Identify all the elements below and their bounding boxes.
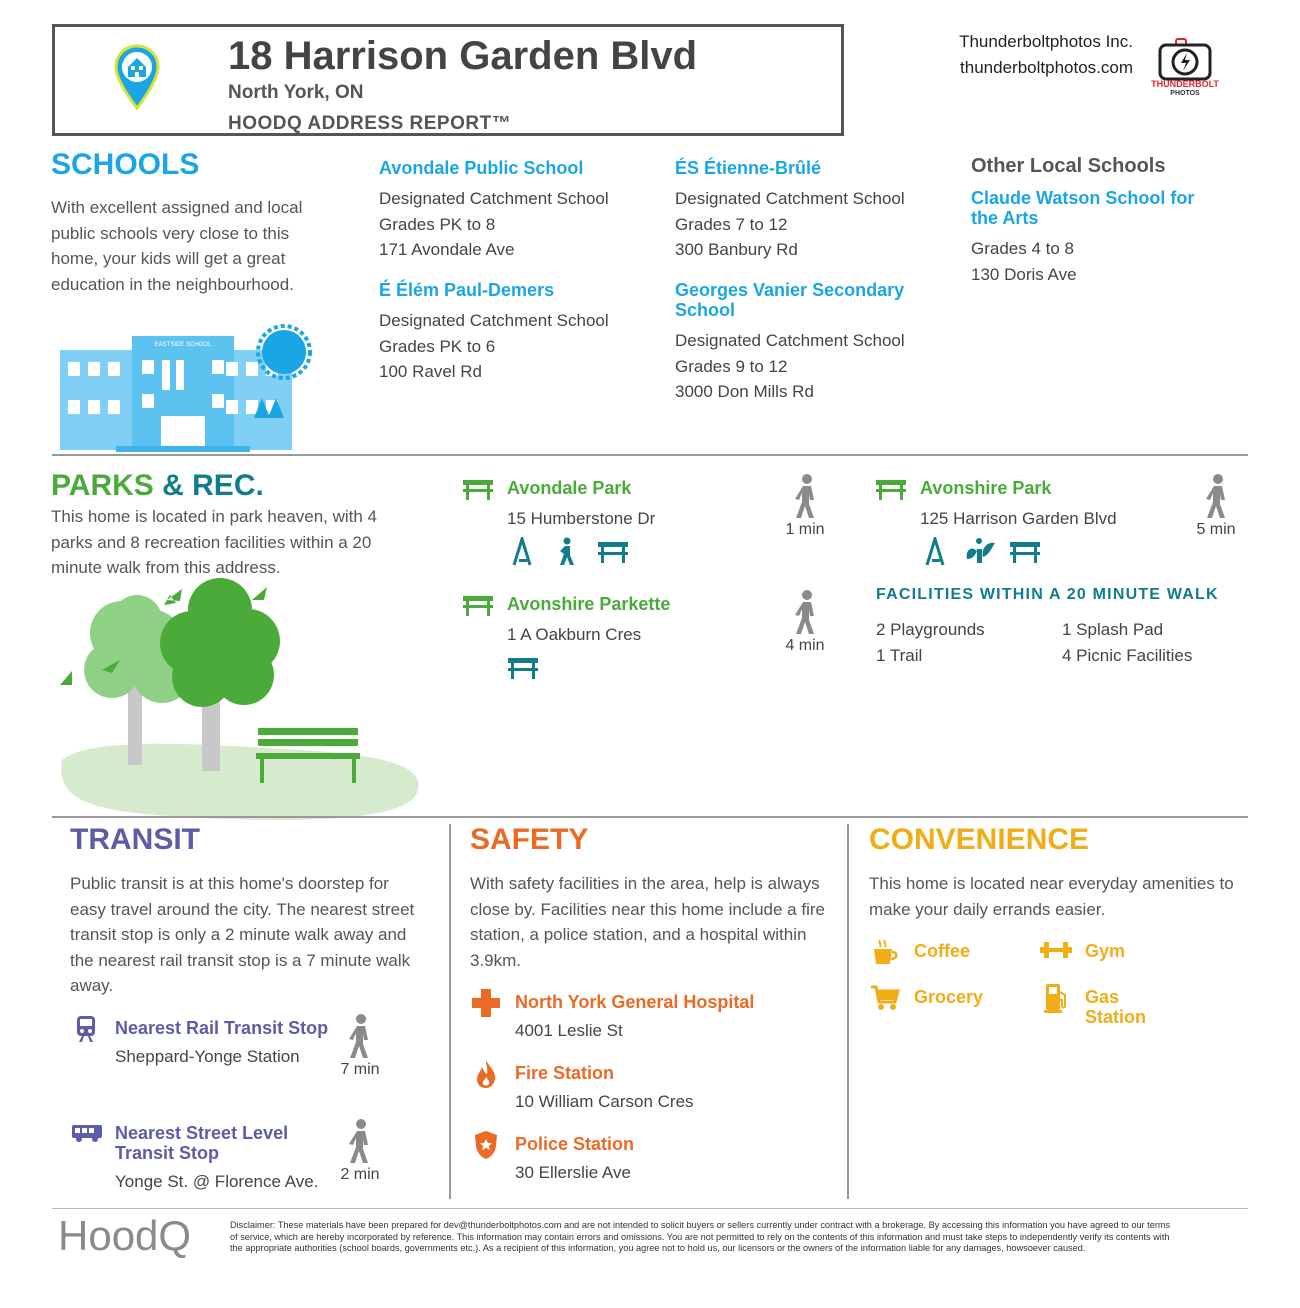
swing-icon xyxy=(923,537,947,567)
facility-item: 1 Trail xyxy=(876,646,923,665)
school-name[interactable]: Georges Vanier Secondary School xyxy=(675,280,905,320)
safety-item[interactable] xyxy=(515,1063,835,1115)
home-pin-icon xyxy=(114,44,160,110)
walking-person-icon xyxy=(346,1119,374,1165)
divider xyxy=(52,1208,1248,1209)
street-station: Yonge St. @ Florence Ave. xyxy=(115,1172,319,1191)
divider-vertical xyxy=(847,824,849,1199)
fire-icon xyxy=(475,1059,497,1089)
street-transit-card[interactable] xyxy=(115,1123,345,1195)
school-name[interactable]: É Élém Paul-Demers xyxy=(379,280,555,300)
school-address: 171 Avondale Ave xyxy=(379,240,515,259)
school-grades: Grades 4 to 8 xyxy=(971,239,1075,258)
building-sign: EASTSIDE SCHOOL xyxy=(154,342,212,348)
facility-item: 1 Splash Pad xyxy=(1062,620,1164,639)
picnic-table-icon xyxy=(598,540,628,564)
trail-icon xyxy=(556,537,576,567)
rail-transit-label: Nearest Rail Transit Stop xyxy=(115,1018,329,1038)
facility-item: 2 Playgrounds xyxy=(876,620,985,639)
other-schools xyxy=(971,155,1241,287)
park-name[interactable]: Avonshire Parkette xyxy=(507,594,671,614)
disclaimer: Disclaimer: These materials have been prepared for dev@thunderboltphotos.com and are not intended to solicit buyers or sellers currently under contract with a brokerage. By accessing this information you have agreed to our terms of service, which are hereby incorporated by reference. This information may contain errors and omissions. You are not permitted to rely on the contents of this information and must take steps to independently verify its contents with the appropriate authorities (school boards, governments etc.). As a recipient of this information, you agree not to hold us, our licensors or the owners of the information liable for any damages, howsoever caused. xyxy=(230,1220,1171,1253)
park-card[interactable] xyxy=(507,594,777,645)
park-name[interactable]: Avonshire Park xyxy=(920,478,1052,498)
school-card[interactable] xyxy=(675,280,945,405)
picnic-table-icon xyxy=(1010,540,1040,564)
rail-transit-card[interactable] xyxy=(115,1018,335,1070)
hoodq-logo[interactable]: HoodQ xyxy=(58,1212,192,1259)
safety-name[interactable]: Fire Station xyxy=(515,1063,615,1083)
school-grades: Grades 9 to 12 xyxy=(675,356,788,376)
hospital-cross-icon xyxy=(471,988,501,1018)
parks-title: PARKS & REC. xyxy=(51,469,264,502)
walk-time: 7 min xyxy=(340,1061,380,1078)
schools-title: SCHOOLS xyxy=(51,148,200,181)
convenience-coffee[interactable]: Coffee xyxy=(914,941,971,961)
school-grades: Grades PK to 8 xyxy=(379,214,496,234)
walking-person-icon xyxy=(346,1014,374,1060)
convenience-gas-station[interactable]: Gas Station xyxy=(1085,987,1146,1027)
transit-description: Public transit is at this home's doorstep for easy travel around the city. The nearest street transit stop is only a 2 minute walk away and the nearest rail transit stop is a 7 minute walk away. xyxy=(70,874,415,995)
report-label: HOODQ ADDRESS REPORT™ xyxy=(228,113,512,134)
splash-pad-icon xyxy=(963,537,997,565)
school-address: 300 Banbury Rd xyxy=(675,240,798,259)
convenience-description: This home is located near everyday amenities to make your daily errands easier. xyxy=(869,874,1234,919)
picnic-table-icon xyxy=(876,478,906,500)
safety-description: With safety facilities in the area, help is always close by. Facilities near this home include a fire station, a police station, and a hospital within 3.9km. xyxy=(470,874,825,970)
walk-time: 4 min xyxy=(785,637,825,654)
convenience-grocery[interactable]: Grocery xyxy=(914,987,984,1007)
brand-name: Thunderboltphotos Inc. xyxy=(959,32,1133,51)
school-name[interactable]: Claude Watson School for the Arts xyxy=(971,188,1195,228)
park-card[interactable] xyxy=(507,478,777,529)
school-card[interactable] xyxy=(379,158,659,263)
picnic-table-icon xyxy=(463,594,493,616)
safety-address: 30 Ellerslie Ave xyxy=(515,1163,631,1182)
safety-name[interactable]: North York General Hospital xyxy=(515,992,755,1012)
gas-pump-icon xyxy=(1044,982,1068,1014)
park-address: 1 A Oakburn Cres xyxy=(507,625,642,644)
safety-name[interactable]: Police Station xyxy=(515,1134,635,1154)
street-transit-label: Nearest Street Level Transit Stop xyxy=(115,1123,289,1163)
transit-title: TRANSIT xyxy=(70,823,200,856)
school-grades: Grades 7 to 12 xyxy=(675,214,788,234)
school-address: 3000 Don Mills Rd xyxy=(675,382,814,401)
grocery-cart-icon xyxy=(870,984,900,1012)
other-schools-title: Other Local Schools xyxy=(971,155,1166,177)
school-card[interactable] xyxy=(675,158,945,263)
address-city: North York, ON xyxy=(228,82,364,103)
walking-person-icon xyxy=(1203,474,1231,520)
bus-icon xyxy=(71,1123,103,1143)
safety-title: SAFETY xyxy=(470,823,589,856)
school-name[interactable]: Avondale Public School xyxy=(379,158,584,178)
school-grades: Grades PK to 6 xyxy=(379,336,496,356)
park-illustration xyxy=(52,575,422,825)
brand-logo-text: THUNDERBOLT PHOTOS xyxy=(1151,79,1219,97)
camera-logo-icon xyxy=(1158,38,1212,82)
safety-item[interactable] xyxy=(515,1134,835,1186)
convenience-gym[interactable]: Gym xyxy=(1085,941,1126,961)
divider xyxy=(52,454,1248,456)
walk-time: 1 min xyxy=(785,521,825,538)
train-icon xyxy=(75,1015,97,1043)
walk-time: 5 min xyxy=(1196,521,1236,538)
schools-description: With excellent assigned and local public schools very close to this home, your kids will get a great education in the neighbourhood. xyxy=(51,198,303,294)
park-card[interactable] xyxy=(920,478,1190,529)
divider-vertical xyxy=(449,824,451,1199)
divider xyxy=(52,816,1248,818)
park-name[interactable]: Avondale Park xyxy=(507,478,632,498)
coffee-icon xyxy=(871,938,899,966)
walking-person-icon xyxy=(792,474,820,520)
parks-description: This home is located in park heaven, with 4 parks and 8 recreation facilities within a 20 minute walk from this address. xyxy=(51,507,378,577)
address-title: 18 Harrison Garden Blvd xyxy=(228,34,698,78)
swing-icon xyxy=(510,537,534,567)
convenience-title: CONVENIENCE xyxy=(869,823,1090,856)
walking-person-icon xyxy=(792,590,820,636)
park-address: 15 Humberstone Dr xyxy=(507,509,656,528)
school-address: 100 Ravel Rd xyxy=(379,362,483,381)
school-name[interactable]: ÉS Étienne-Brûlé xyxy=(675,158,822,178)
school-type: Designated Catchment School xyxy=(675,189,905,208)
picnic-table-icon xyxy=(463,478,493,500)
walk-time: 2 min xyxy=(340,1166,380,1183)
school-address: 130 Doris Ave xyxy=(971,264,1077,284)
park-address: 125 Harrison Garden Blvd xyxy=(920,509,1117,528)
school-building-illustration xyxy=(56,320,316,455)
gym-dumbbell-icon xyxy=(1040,940,1072,960)
safety-address: 10 William Carson Cres xyxy=(515,1092,694,1111)
school-type: Designated Catchment School xyxy=(675,331,905,350)
safety-address: 4001 Leslie St xyxy=(515,1021,623,1040)
rail-station: Sheppard-Yonge Station xyxy=(115,1047,300,1066)
picnic-table-icon xyxy=(508,656,538,680)
facilities-title: FACILITIES WITHIN A 20 MINUTE WALK xyxy=(876,586,1219,603)
facility-item: 4 Picnic Facilities xyxy=(1062,646,1193,665)
brand-url[interactable]: thunderboltphotos.com xyxy=(960,58,1133,77)
school-type: Designated Catchment School xyxy=(379,311,609,330)
police-badge-icon xyxy=(474,1130,498,1160)
school-card[interactable] xyxy=(379,280,659,385)
school-type: Designated Catchment School xyxy=(379,189,609,208)
safety-item[interactable] xyxy=(515,992,835,1044)
